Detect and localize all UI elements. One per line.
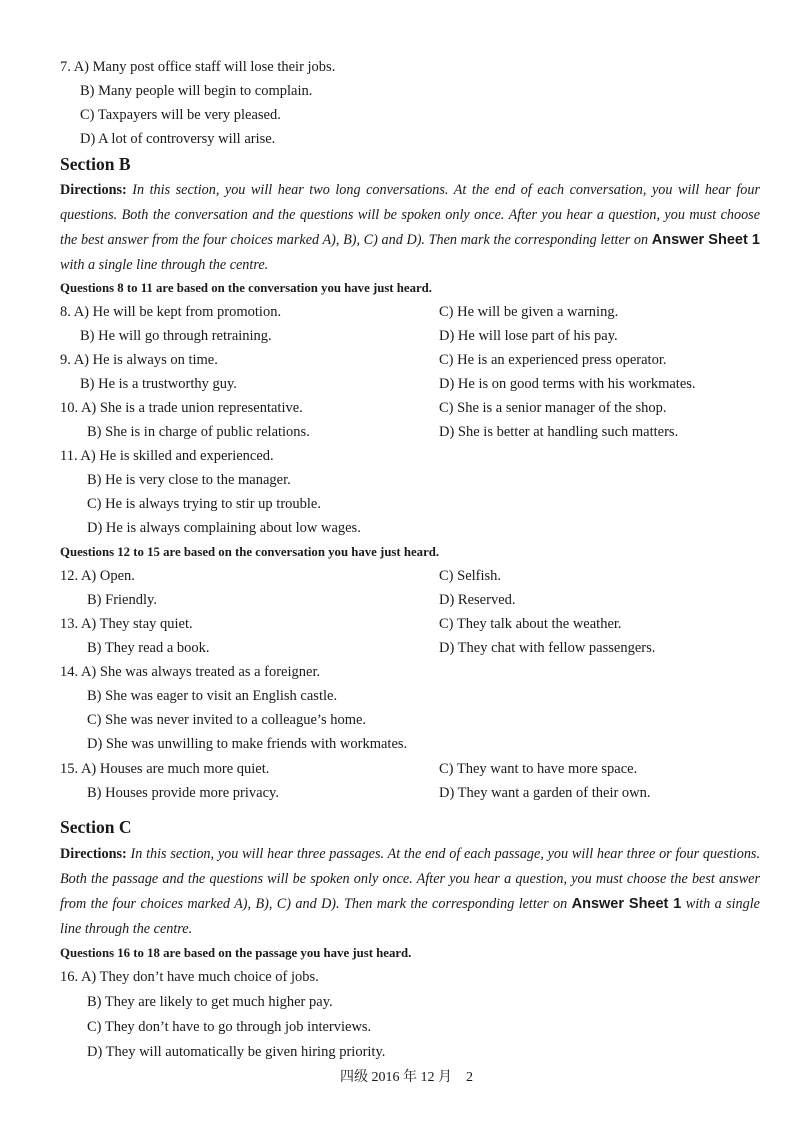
section-b-directions-lead: Directions:	[60, 182, 127, 198]
q8-option-b: B) He will go through retraining.	[80, 328, 272, 344]
q11-option-c: C) He is always trying to stir up trouble.	[87, 496, 321, 512]
q7-option-a: 7. A) Many post office staff will lose their jobs.	[60, 59, 336, 75]
q9-option-b: B) He is a trustworthy guy.	[80, 376, 237, 392]
q12-option-b: B) Friendly.	[87, 592, 157, 608]
q15-option-c: C) They want to have more space.	[439, 761, 638, 777]
q9-option-d: D) He is on good terms with his workmates.	[439, 376, 696, 392]
question-group-8-11: Questions 8 to 11 are based on the conversation you have just heard.	[60, 281, 432, 295]
q16-option-d: D) They will automatically be given hiring priority.	[87, 1044, 386, 1060]
q13-option-b: B) They read a book.	[87, 640, 210, 656]
q8-option-a: 8. A) He will be kept from promotion.	[60, 304, 282, 320]
q12-option-a: 12. A) Open.	[60, 568, 135, 584]
q16-option-a: 16. A) They don’t have much choice of jobs.	[60, 969, 319, 985]
section-c-title: Section C	[60, 817, 132, 837]
q14-option-b: B) She was eager to visit an English castle.	[87, 688, 338, 704]
q10-option-d: D) She is better at handling such matters.	[439, 424, 679, 440]
q9-option-c: C) He is an experienced press operator.	[439, 352, 667, 368]
q7-option-c: C) Taxpayers will be very pleased.	[80, 107, 281, 123]
q7-option-d: D) A lot of controversy will arise.	[80, 131, 276, 147]
section-c-directions-end: with a single line through the centre.	[60, 896, 760, 937]
q13-option-a: 13. A) They stay quiet.	[60, 616, 193, 632]
q10-option-a: 10. A) She is a trade union representative.	[60, 400, 303, 416]
q13-option-d: D) They chat with fellow passengers.	[439, 640, 656, 656]
q8-option-d: D) He will lose part of his pay.	[439, 328, 618, 344]
question-group-16-18: Questions 16 to 18 are based on the passage you have just heard.	[60, 946, 412, 960]
section-b-answer-sheet: Answer Sheet 1	[651, 232, 760, 248]
q15-option-d: D) They want a garden of their own.	[439, 785, 651, 801]
footer-exam-label: 四级 2016 年 12 月	[340, 1070, 452, 1085]
q10-option-b: B) She is in charge of public relations.	[87, 424, 310, 440]
section-c-directions	[60, 842, 760, 942]
q16-option-b: B) They are likely to get much higher pay.	[87, 994, 333, 1010]
q10-option-c: C) She is a senior manager of the shop.	[439, 400, 667, 416]
q8-option-c: C) He will be given a warning.	[439, 304, 619, 320]
q16-option-c: C) They don’t have to go through job interviews.	[87, 1019, 372, 1035]
q15-option-b: B) Houses provide more privacy.	[87, 785, 279, 801]
section-c-directions-text: In this section, you will hear three passages. At the end of each passage, you will hear three or four questions. Both the passage and the questions will be spoken only once. After you hear a question, you must choose the best answer from the four choices marked A), B), C) and D). Then mark the corresponding letter on	[60, 846, 761, 912]
q14-option-a: 14. A) She was always treated as a foreigner.	[60, 664, 321, 680]
q11-option-a: 11. A) He is skilled and experienced.	[60, 448, 274, 464]
question-group-12-15: Questions 12 to 15 are based on the conversation you have just heard.	[60, 545, 440, 559]
section-b-title: Section B	[60, 154, 131, 174]
q7-option-b: B) Many people will begin to complain.	[80, 83, 313, 99]
section-b-directions-text: In this section, you will hear two long conversations. At the end of each conversation, you will hear four questions. Both the conversation and the questions will be spoken only once. After you hear a question, you must choose the best answer from the four choices marked A), B), C) and D). Then mark the corresponding letter on	[60, 182, 761, 248]
section-b-directions	[60, 178, 760, 278]
q13-option-c: C) They talk about the weather.	[439, 616, 622, 632]
q14-option-d: D) She was unwilling to make friends with workmates.	[87, 736, 408, 752]
q9-option-a: 9. A) He is always on time.	[60, 352, 218, 368]
q12-option-d: D) Reserved.	[439, 592, 516, 608]
page-number: 2	[466, 1070, 473, 1085]
section-c-directions-lead: Directions:	[60, 846, 127, 862]
q12-option-c: C) Selfish.	[439, 568, 502, 584]
q11-option-b: B) He is very close to the manager.	[87, 472, 291, 488]
section-b-directions-end: with a single line through the centre.	[60, 257, 269, 273]
q15-option-a: 15. A) Houses are much more quiet.	[60, 761, 270, 777]
section-c-answer-sheet: Answer Sheet 1	[571, 896, 682, 912]
page-footer	[340, 1069, 473, 1087]
q14-option-c: C) She was never invited to a colleague’s home.	[87, 712, 367, 728]
q11-option-d: D) He is always complaining about low wages.	[87, 520, 361, 536]
